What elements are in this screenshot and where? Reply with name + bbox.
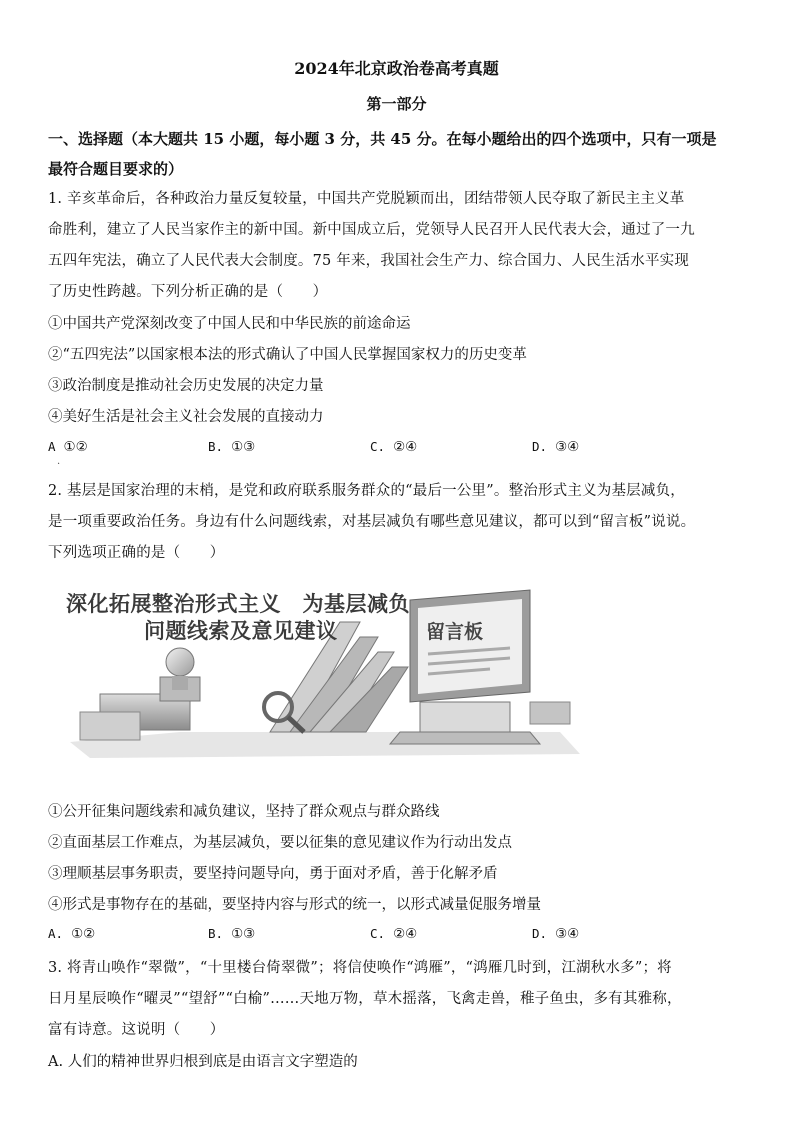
question-3-stem (48, 953, 748, 1046)
monitor-screen (418, 599, 522, 694)
question-3-stem-line: 日月星辰唤作“曜灵”“望舒”“白榆”……天地万物，草木摇落，飞禽走兽，稚子鱼虫，多有其雅称， (48, 991, 682, 1007)
stray-mark: · (57, 459, 61, 470)
question-3-stem-line: 3. 将青山唤作“翠微”，“十里楼台倚翠微”；将信使唤作“鸿雁”，“鸿雁几时到，江湖秋水多”；将 (48, 960, 672, 976)
question-2-statement-4: ④形式是事物存在的基础，要坚持内容与形式的统一，以形式减量促服务增量 (48, 897, 541, 913)
illustration-caption-line-2: 问题线索及意见建议 (144, 619, 338, 643)
question-1-stem (48, 184, 748, 308)
question-1-stem-line: 了历史性跨越。下列分析正确的是（ ） (48, 284, 328, 300)
question-1-stem-line: 命胜利，建立了人民当家作主的新中国。新中国成立后，党领导人民召开人民代表大会，通过了一九 (48, 222, 695, 238)
question-1-stem-line: 五四年宪法，确立了人民代表大会制度。75 年来，我国社会生产力、综合国力、人民生活水平实现 (48, 253, 690, 269)
option-b[interactable]: B. ①③ (208, 439, 256, 455)
block-right (530, 702, 570, 724)
question-3-option-a[interactable]: A. 人们的精神世界归根到底是由语言文字塑造的 (48, 1054, 358, 1070)
option-a[interactable]: A ①② (48, 439, 88, 455)
option-c[interactable]: C. ②④ (370, 439, 418, 455)
message-board-illustration (60, 582, 580, 772)
question-1-statement-1: ①中国共产党深刻改变了中国人民和中华民族的前途命运 (48, 316, 411, 332)
option-b[interactable]: B. ①③ (208, 926, 256, 942)
illustration-caption-line-1: 深化拓展整治形式主义 为基层减负 (66, 592, 410, 616)
question-2-statement-3: ③理顺基层事务职责，要坚持问题导向，勇于面对矛盾，善于化解矛盾 (48, 866, 498, 882)
section-heading-line-2: 最符合题目要求的） (48, 160, 184, 178)
question-2-stem-line: 下列选项正确的是（ ） (48, 545, 225, 561)
question-2-statement-2: ②直面基层工作难点，为基层减负，要以征集的意见建议作为行动出发点 (48, 835, 512, 851)
pedestal (172, 676, 188, 690)
question-1-statement-4: ④美好生活是社会主义社会发展的直接动力 (48, 409, 324, 425)
option-d[interactable]: D. ③④ (532, 439, 580, 455)
question-2-stem-line: 2. 基层是国家治理的末梢，是党和政府联系服务群众的“最后一公里”。整治形式主义为基层减负， (48, 483, 685, 499)
question-3-stem-line: 富有诗意。这说明（ ） (48, 1022, 225, 1038)
question-1-options (48, 439, 748, 461)
exam-title: 2024年北京政治卷高考真题 (294, 59, 499, 78)
question-1-statement-3: ③政治制度是推动社会历史发展的决定力量 (48, 378, 324, 394)
question-2-stem (48, 476, 748, 569)
option-d[interactable]: D. ③④ (532, 926, 580, 942)
option-a[interactable]: A. ①② (48, 926, 96, 942)
section-heading-line-1: 一、选择题（本大题共 15 小题，每小题 3 分，共 45 分。在每小题给出的四个选项中，只有一项是 (48, 130, 717, 148)
message-board-label: 留言板 (426, 621, 484, 643)
section-heading (48, 124, 748, 184)
option-c[interactable]: C. ②④ (370, 926, 418, 942)
part-heading: 第一部分 (366, 95, 427, 113)
block-small (80, 712, 140, 740)
question-2-statement-1: ①公开征集问题线索和减负建议，坚持了群众观点与群众路线 (48, 804, 440, 820)
question-1-stem-line: 1. 辛亥革命后，各种政治力量反复较量，中国共产党脱颖而出，团结带领人民夺取了新民主主义革 (48, 191, 685, 207)
question-2-stem-line: 是一项重要政治任务。身边有什么问题线索，对基层减负有哪些意见建议，都可以到“留言板”说说。 (48, 514, 696, 530)
question-2-options (48, 926, 748, 948)
sphere (166, 648, 194, 676)
laptop-screen (420, 702, 510, 732)
question-1-statement-2: ②“五四宪法”以国家根本法的形式确认了中国人民掌握国家权力的历史变革 (48, 347, 527, 363)
laptop-base (390, 732, 540, 744)
